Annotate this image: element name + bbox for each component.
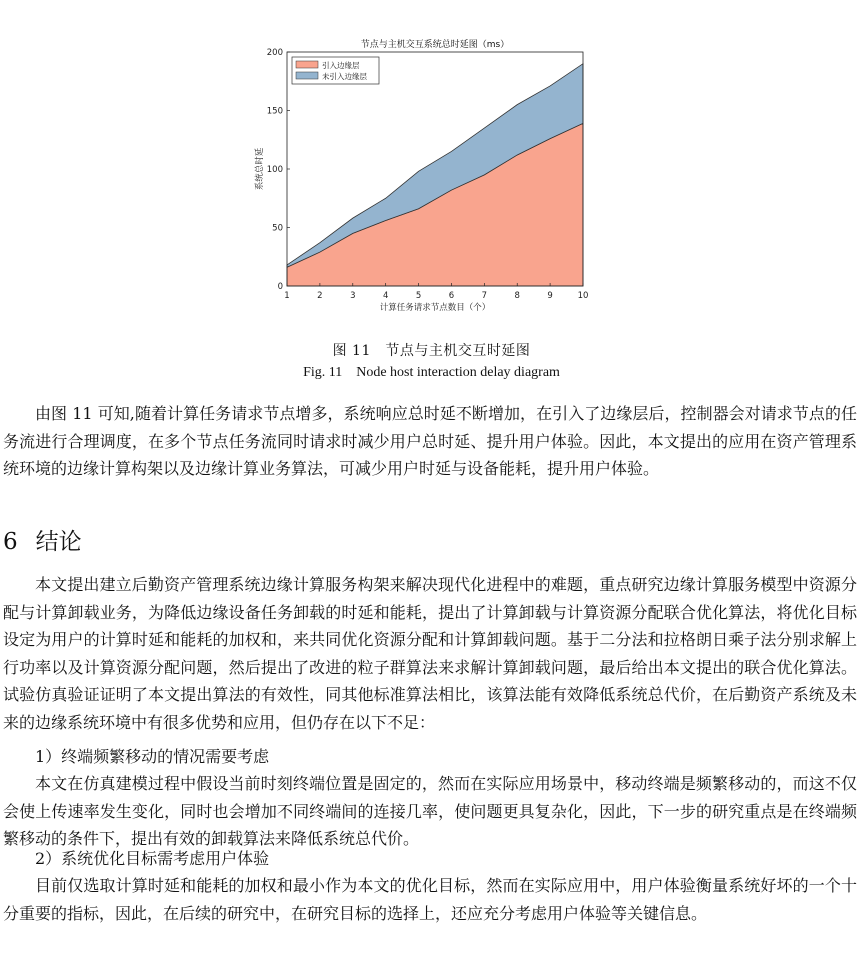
figure-11 <box>0 0 863 330</box>
y-tick-label: 50 <box>272 223 283 234</box>
x-axis-label: 计算任务请求节点数目（个） <box>379 303 491 313</box>
x-tick-label: 5 <box>415 291 422 301</box>
legend-swatch-no-edge <box>296 72 318 79</box>
y-tick-label: 0 <box>277 282 283 292</box>
section-title: 结论 <box>35 529 82 555</box>
y-tick-label: 100 <box>266 165 283 175</box>
legend-swatch-edge <box>296 61 318 68</box>
x-tick-label: 1 <box>284 291 290 301</box>
section-number: 6 <box>3 529 18 555</box>
legend-label-no-edge: 未引入边缘层 <box>322 72 367 81</box>
paragraph-figure-discussion: 由图 11 可知,随着计算任务请求节点增多，系统响应总时延不断增加，在引入了边缘层后，控制器会对请求节点的任务流进行合理调度，在多个节点任务流同时请求时减少用户总时延、提升用户体验。因此，本文提出的应用在资产管理系统环境的边缘计算构架以及边缘计算业务算法，可减少用户时延与设备能耗，提升用户体验。 <box>3 404 857 478</box>
sub-item-2: 2）系统优化目标需考虑用户体验 <box>35 849 270 868</box>
sub-item-1: 1）终端频繁移动的情况需要考虑 <box>35 747 270 766</box>
paragraph-conclusion: 本文提出建立后勤资产管理系统边缘计算服务构架来解决现代化进程中的难题，重点研究边缘计算服务模型中资源分配与计算卸载业务，为降低边缘设备任务卸载的时延和能耗，提出了计算卸载与计算资源分配联合优化算法，将优化目标设定为用户的计算时延和能耗的加权和，来共同优化资源分配和计算卸载问题。基于二分法和拉格朗日乘子法分别求解上行功率以及计算资源分配问题，然后提出了改进的粒子群算法来求解计算卸载问题，最后给出本文提出的联合优化算法。试验仿真验证证明了本文提出算法的有效性，同其他标准算法相比，该算法能有效降低系统总代价，在后勤资产系统及未来的边缘系统环境中有很多优势和应用，但仍存在以下不足： <box>3 575 857 732</box>
figure-caption-en: Fig. 11 Node host interaction delay diagram <box>303 365 560 380</box>
x-tick-label: 6 <box>448 291 455 301</box>
area-chart <box>0 0 863 330</box>
paragraph-sub-item-1: 本文在仿真建模过程中假设当前时刻终端位置是固定的，然而在实际应用场景中，移动终端是频繁移动的，而这不仅会使上传速率发生变化，同时也会增加不同终端间的连接几率，使问题更具复杂化，因此，下一步的研究重点是在终端频繁移动的条件下，提出有效的卸载算法来降低系统总代价。 <box>3 774 857 848</box>
paragraph-sub-item-2: 目前仅选取计算时延和能耗的加权和最小作为本文的优化目标，然而在实际应用中，用户体验衡量系统好坏的一个十分重要的指标，因此，在后续的研究中，在研究目标的选择上，还应充分考虑用户体验等关键信息。 <box>3 876 857 923</box>
y-axis-label: 系统总时延 <box>255 147 265 191</box>
section-heading <box>3 523 82 556</box>
x-tick-label: 2 <box>317 291 323 301</box>
x-tick-label: 4 <box>382 291 389 301</box>
legend <box>292 57 379 84</box>
x-tick-label: 7 <box>481 291 488 301</box>
x-tick-label: 3 <box>350 291 356 301</box>
y-tick-label: 200 <box>266 48 283 58</box>
figure-caption-cn: 图 11 节点与主机交互时延图 <box>332 343 531 359</box>
x-tick-label: 8 <box>514 291 520 301</box>
x-tick-label: 10 <box>577 291 589 301</box>
y-tick-label: 150 <box>266 106 283 117</box>
legend-label-edge: 引入边缘层 <box>322 61 360 70</box>
x-tick-label: 9 <box>547 291 553 301</box>
chart-title: 节点与主机交互系统总时延图（ms） <box>360 40 510 50</box>
